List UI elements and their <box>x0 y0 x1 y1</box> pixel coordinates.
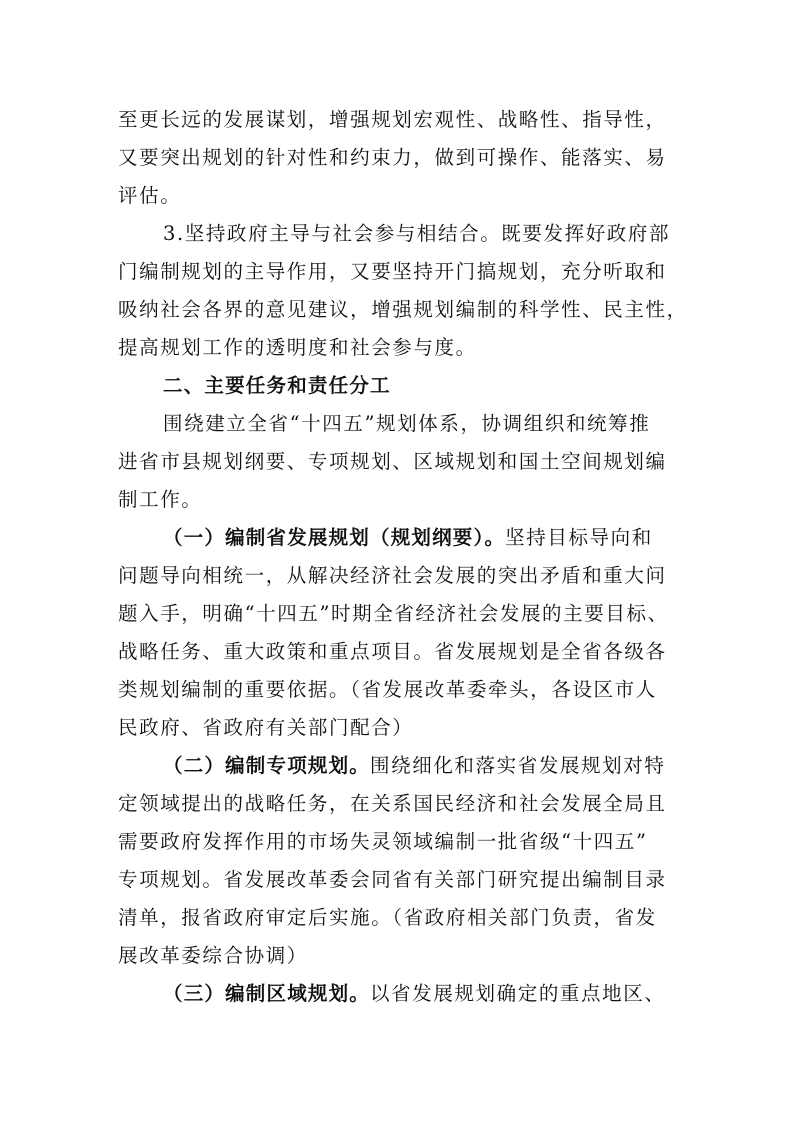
paragraph-line: 问题导向相统一，从解决经济社会发展的突出矛盾和重大问 <box>118 564 667 587</box>
paragraph-line: 展改革委综合协调） <box>118 944 308 967</box>
section-heading: 二、主要任务和责任分工 <box>163 374 391 397</box>
subsection-3-line <box>163 977 678 1011</box>
subsection-3-heading: （三）编制区域规划。 <box>163 982 371 1005</box>
paragraph-line: 又要突出规划的针对性和约束力，做到可操作、能落实、易 <box>118 146 667 169</box>
paragraph-line: 需要政府发挥作用的市场失灵领域编制一批省级“十四五” <box>118 830 648 853</box>
subsection-3-text: 以省发展规划确定的重点地区、 <box>370 982 666 1005</box>
paragraph-line: 定领域提出的战略任务，在关系国民经济和社会发展全局且 <box>118 792 667 815</box>
subsection-1-text: 坚持目标导向和 <box>505 526 653 549</box>
subsection-2-heading: （二）编制专项规划。 <box>163 754 371 777</box>
paragraph-line: 类规划编制的重要依据。（省发展改革委牵头，各设区市人 <box>118 678 657 701</box>
paragraph-line: 围绕建立全省“十四五”规划体系，协调组织和统筹推 <box>163 412 651 435</box>
paragraph-line: 至更长远的发展谋划，增强规划宏观性、战略性、指导性， <box>118 108 667 131</box>
subsection-1-line <box>163 521 678 555</box>
paragraph-line: 评估。 <box>118 184 182 207</box>
subsection-2-text: 围绕细化和落实省发展规划对特 <box>370 754 666 777</box>
paragraph-line: 提高规划工作的透明度和社会参与度。 <box>118 336 477 359</box>
subsection-2-line <box>163 749 678 783</box>
paragraph-line: 制工作。 <box>118 488 203 511</box>
subsection-1-heading: （一）编制省发展规划（规划纲要）。 <box>163 526 506 549</box>
paragraph-line: 清单，报省政府审定后实施。（省政府相关部门负责，省发 <box>118 906 657 929</box>
paragraph-line: 专项规划。省发展改革委会同省有关部门研究提出编制目录 <box>118 868 667 891</box>
paragraph-line: 战略任务、重大政策和重点项目。省发展规划是全省各级各 <box>118 640 667 663</box>
paragraph-line: 进省市县规划纲要、专项规划、区域规划和国土空间规划编 <box>118 450 667 473</box>
paragraph-line: 门编制规划的主导作用，又要坚持开门搞规划，充分听取和 <box>118 260 667 283</box>
paragraph-line: 题入手，明确“十四五”时期全省经济社会发展的主要目标、 <box>118 602 669 625</box>
principle-3-line: 3.坚持政府主导与社会参与相结合。既要发挥好政府部 <box>163 222 671 245</box>
paragraph-line: 民政府、省政府有关部门配合） <box>118 716 414 739</box>
paragraph-line: 吸纳社会各界的意见建议，增强规划编制的科学性、民主性， <box>118 298 688 321</box>
